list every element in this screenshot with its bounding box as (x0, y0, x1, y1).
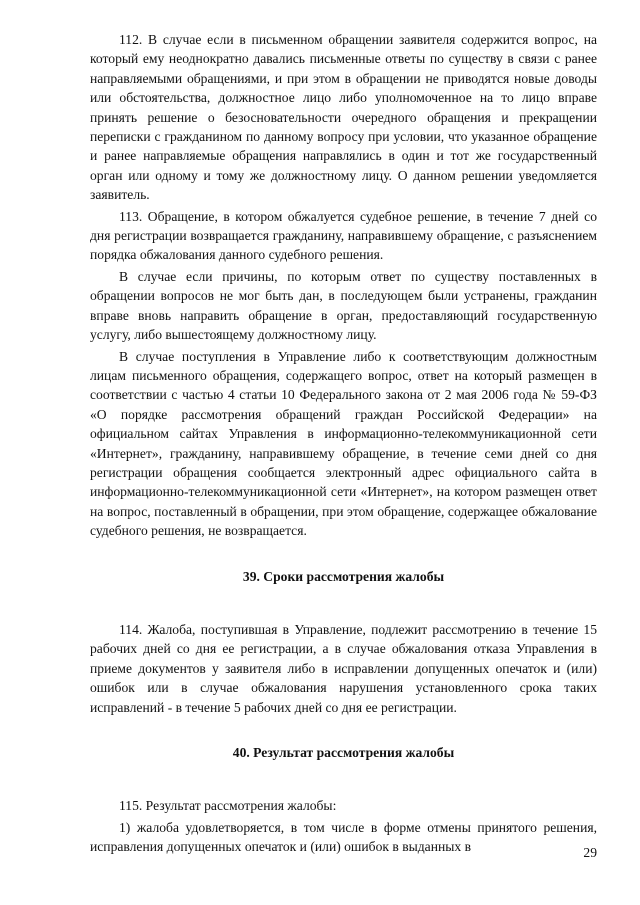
section-heading-39: 39. Сроки рассмотрения жалобы (242, 568, 445, 584)
section-heading-40: 40. Результат рассмотрения жалобы (232, 745, 455, 760)
page-number: 29 (583, 845, 597, 860)
page-body (90, 30, 597, 857)
paragraph-113-published-answer: В случае поступления в Управление либо к соответствующим должностным лицам письменного обращения, содержащего вопрос, ответ на который размещен в соответствии с частью 4 статьи 10 Федерального закона от 2 мая 2006 года № 59-ФЗ «О порядке рассмотрения обращений граждан Российской Федерации» на официальном сайтах Управления в информационно-телекоммуникационной сети «Интернет», гражданину, направившему обращение, в течение семи дней со дня регистрации обращения сообщается электронный адрес официального сайта в информационно-телекоммуникационной сети «Интернет», на котором размещен ответ на вопрос, поставленный в обращении, при этом обращение, содержащее обжалование судебного решения, не возвращается. (90, 348, 597, 539)
paragraph-113-reapply: В случае если причины, по которым ответ по существу поставленных в обращении вопросов не мог быть дан, в последующем были устранены, гражданин вправе вновь направить обращение в орган, предоставляющий государственную услугу, либо вышестоящему должностному лицу. (90, 268, 597, 343)
paragraph-115-item-1: 1) жалоба удовлетворяется, в том числе в форме отмены принятого решения, исправления допущенных опечаток и (или) ошибок в выданных в (90, 819, 597, 855)
paragraph-113: 113. Обращение, в котором обжалуется судебное решение, в течение 7 дней со дня регистрации возвращается гражданину, направившему обращение, с разъяснением порядка обжалования данного судебного решения. (90, 208, 597, 263)
paragraph-112: 112. В случае если в письменном обращении заявителя содержится вопрос, на который ему неоднократно давались письменные ответы по существу в связи с ранее направляемыми обращениями, и при этом в обращении не приводятся новые доводы или обстоятельства, должностное лицо либо уполномоченное на то лицо вправе принять решение о безосновательности очередного обращения и прекращении переписки с гражданином по данному вопросу при условии, что указанное обращение и ранее направляемые обращения направлялись в один и тот же государственный орган или одному и тому же должностному лицу. О данном решении уведомляется заявитель. (90, 32, 597, 203)
paragraph-115: 115. Результат рассмотрения жалобы: (119, 798, 337, 814)
paragraph-114: 114. Жалоба, поступившая в Управление, подлежит рассмотрению в течение 15 рабочих дней со дня ее регистрации, а в случае обжалования отказа Управления в приеме документов у заявителя либо в исправлении допущенных опечаток и (или) ошибок или в случае обжалования нарушения установленного срока таких исправлений - в течение 5 рабочих дней со дня ее регистрации. (90, 621, 597, 715)
